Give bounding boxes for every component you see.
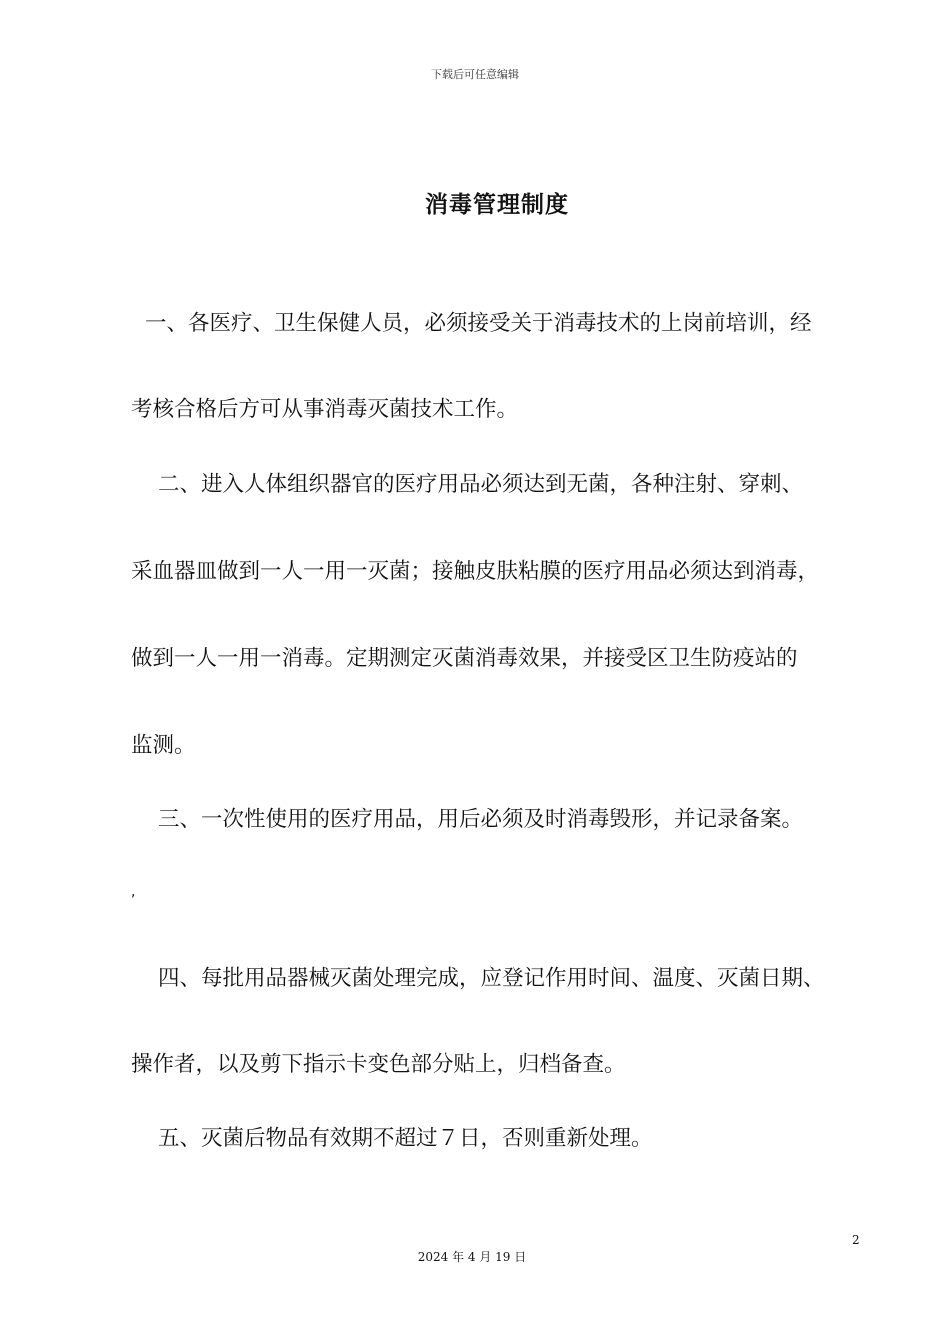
paragraph-1-line-2: 考核合格后方可从事消毒灭菌技术工作。 [131, 397, 519, 422]
paragraph-2-line-2: 采血器皿做到一人一用一灭菌；接触皮肤粘膜的医疗用品必须达到消毒， [131, 559, 820, 584]
stray-comma-mark: , [131, 884, 136, 900]
page-number: 2 [852, 1233, 860, 1247]
footer-date: 2024 年 4 月 19 日 [417, 1250, 527, 1264]
paragraph-2-line-1: 二、进入人体组织器官的医疗用品必须达到无菌，各种注射、穿刺、 [158, 472, 804, 497]
paragraph-1-line-1: 一、各医疗、卫生保健人员，必须接受关于消毒技术的上岗前培训，经 [145, 311, 812, 336]
document-title: 消毒管理制度 [425, 192, 569, 218]
paragraph-3-line-1: 三、一次性使用的医疗用品，用后必须及时消毒毁形，并记录备案。 [158, 807, 804, 832]
header-note: 下载后可任意编辑 [431, 68, 519, 81]
paragraph-2-line-3: 做到一人一用一消毒。定期测定灭菌消毒效果，并接受区卫生防疫站的 [131, 646, 798, 671]
paragraph-5-line-1: 五、灭菌后物品有效期不超过７日，否则重新处理。 [158, 1126, 653, 1151]
paragraph-4-line-2: 操作者，以及剪下指示卡变色部分贴上，归档备查。 [131, 1052, 626, 1077]
paragraph-2-line-4: 监测。 [131, 733, 196, 758]
paragraph-4-line-1: 四、每批用品器械灭菌处理完成，应登记作用时间、温度、灭菌日期、 [158, 966, 825, 991]
